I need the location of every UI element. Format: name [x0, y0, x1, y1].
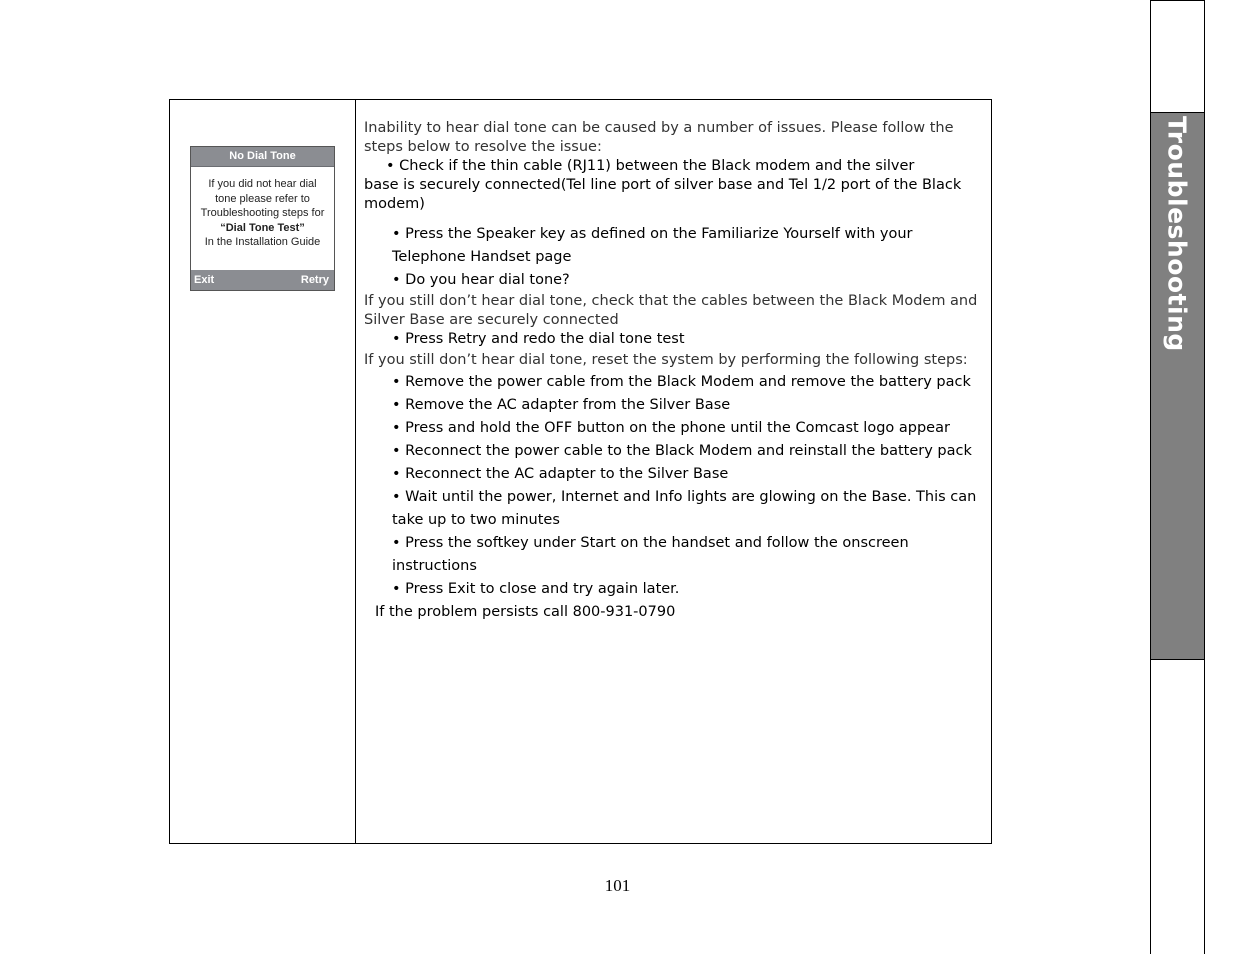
phone-softkey-retry: Retry: [300, 274, 329, 286]
phone-screen-illustration: [190, 146, 335, 291]
check-cable-step-continued: base is securely connected(Tel line port of silver base and Tel 1/2 port of the Black modem): [364, 177, 962, 212]
list-item: • Press and hold the OFF button on the phone until the Comcast logo appear: [392, 420, 950, 436]
phone-screen-line: In the Installation Guide: [204, 236, 321, 248]
phone-softkey-bar: [191, 270, 334, 290]
phone-screen-line: tone please refer to: [215, 192, 310, 205]
phone-screen-line: “Dial Tone Test”: [220, 221, 305, 234]
instructions: [364, 119, 986, 623]
list-item: • Wait until the power, Internet and Info lights are glowing on the Base. This can take up to two minutes: [392, 489, 977, 528]
check-cable-step: • Check if the thin cable (RJ11) between the Black modem and the silver: [386, 158, 915, 174]
list-item: • Press the softkey under Start on the handset and follow the onscreen instructions: [392, 535, 909, 574]
list-item: • Do you hear dial tone?: [392, 272, 570, 288]
list-item: • Remove the power cable from the Black Modem and remove the battery pack: [392, 374, 971, 390]
phone-softkey-exit: Exit: [194, 274, 215, 286]
column-divider: [355, 100, 356, 843]
phone-screen-message: [191, 167, 334, 250]
phone-screen-title: No Dial Tone: [191, 147, 334, 167]
page-number: 101: [604, 876, 631, 895]
reset-paragraph: If you still don’t hear dial tone, reset the system by performing the following steps:: [364, 352, 968, 368]
phone-screen-line: Troubleshooting steps for: [200, 207, 325, 219]
support-phone-line: If the problem persists call 800-931-0790: [375, 604, 676, 620]
phone-screen-line: If you did not hear dial: [208, 178, 317, 190]
list-item: • Press Exit to close and try again later.: [392, 581, 680, 597]
list-item: • Remove the AC adapter from the Silver Base: [392, 397, 731, 413]
intro-paragraph: Inability to hear dial tone can be caused by a number of issues. Please follow the steps below to resolve the issue:: [364, 120, 954, 155]
side-tab-label: Troubleshooting: [1162, 116, 1192, 352]
list-item: • Reconnect the power cable to the Black Modem and reinstall the battery pack: [392, 443, 972, 459]
reset-steps: [392, 371, 986, 601]
troubleshooting-table: [169, 99, 992, 844]
list-item: • Reconnect the AC adapter to the Silver Base: [392, 466, 729, 482]
list-item: • Press the Speaker key as defined on the Familiarize Yourself with your Telephone Handset page: [392, 226, 913, 265]
cables-paragraph: If you still don’t hear dial tone, check that the cables between the Black Modem and Silver Base are securely connected: [364, 293, 978, 328]
retry-step: • Press Retry and redo the dial tone test: [392, 331, 685, 347]
dial-tone-steps: [392, 223, 986, 292]
